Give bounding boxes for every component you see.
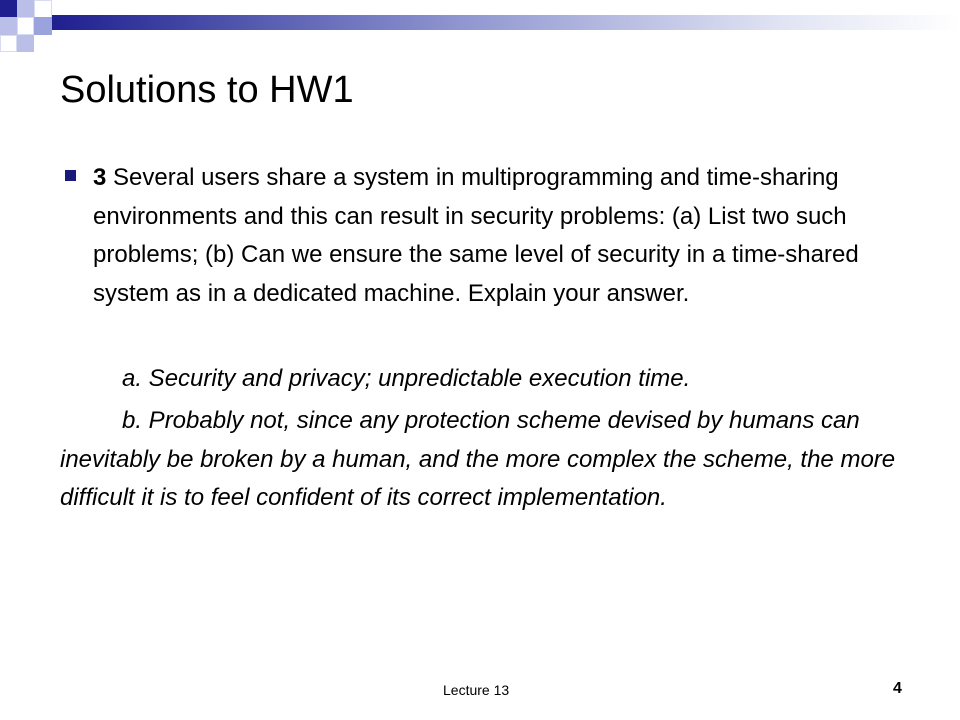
slide-title: Solutions to HW1	[60, 69, 354, 111]
decor-square	[17, 35, 34, 52]
question-text	[93, 159, 913, 313]
decor-square	[0, 35, 17, 52]
decor-square	[34, 0, 52, 18]
question-number: 3	[93, 164, 107, 191]
decor-square	[17, 17, 34, 35]
square-bullet-icon	[65, 170, 76, 181]
question-body: Several users share a system in multiprogramming and time-sharing environments and this can result in security problems: (a) List two such problems; (b) Can we ensure the same level of security in a time-shared system as in a dedicated machine. Explain your answer.	[93, 164, 859, 307]
decor-square	[0, 17, 17, 35]
footer-text: Lecture 13	[443, 682, 510, 698]
decor-square	[17, 0, 34, 17]
answer-a: a. Security and privacy; unpredictable execution time.	[122, 365, 691, 392]
page-number: 4	[893, 680, 902, 697]
answer-b: b. Probably not, since any protection scheme devised by humans can inevitably be broken by a human, and the more complex the scheme, the more difficult it is to feel confident of its correct implementation.	[60, 407, 896, 511]
header-gradient-bar	[52, 15, 960, 30]
decor-square	[0, 0, 17, 17]
decor-square	[34, 17, 52, 35]
